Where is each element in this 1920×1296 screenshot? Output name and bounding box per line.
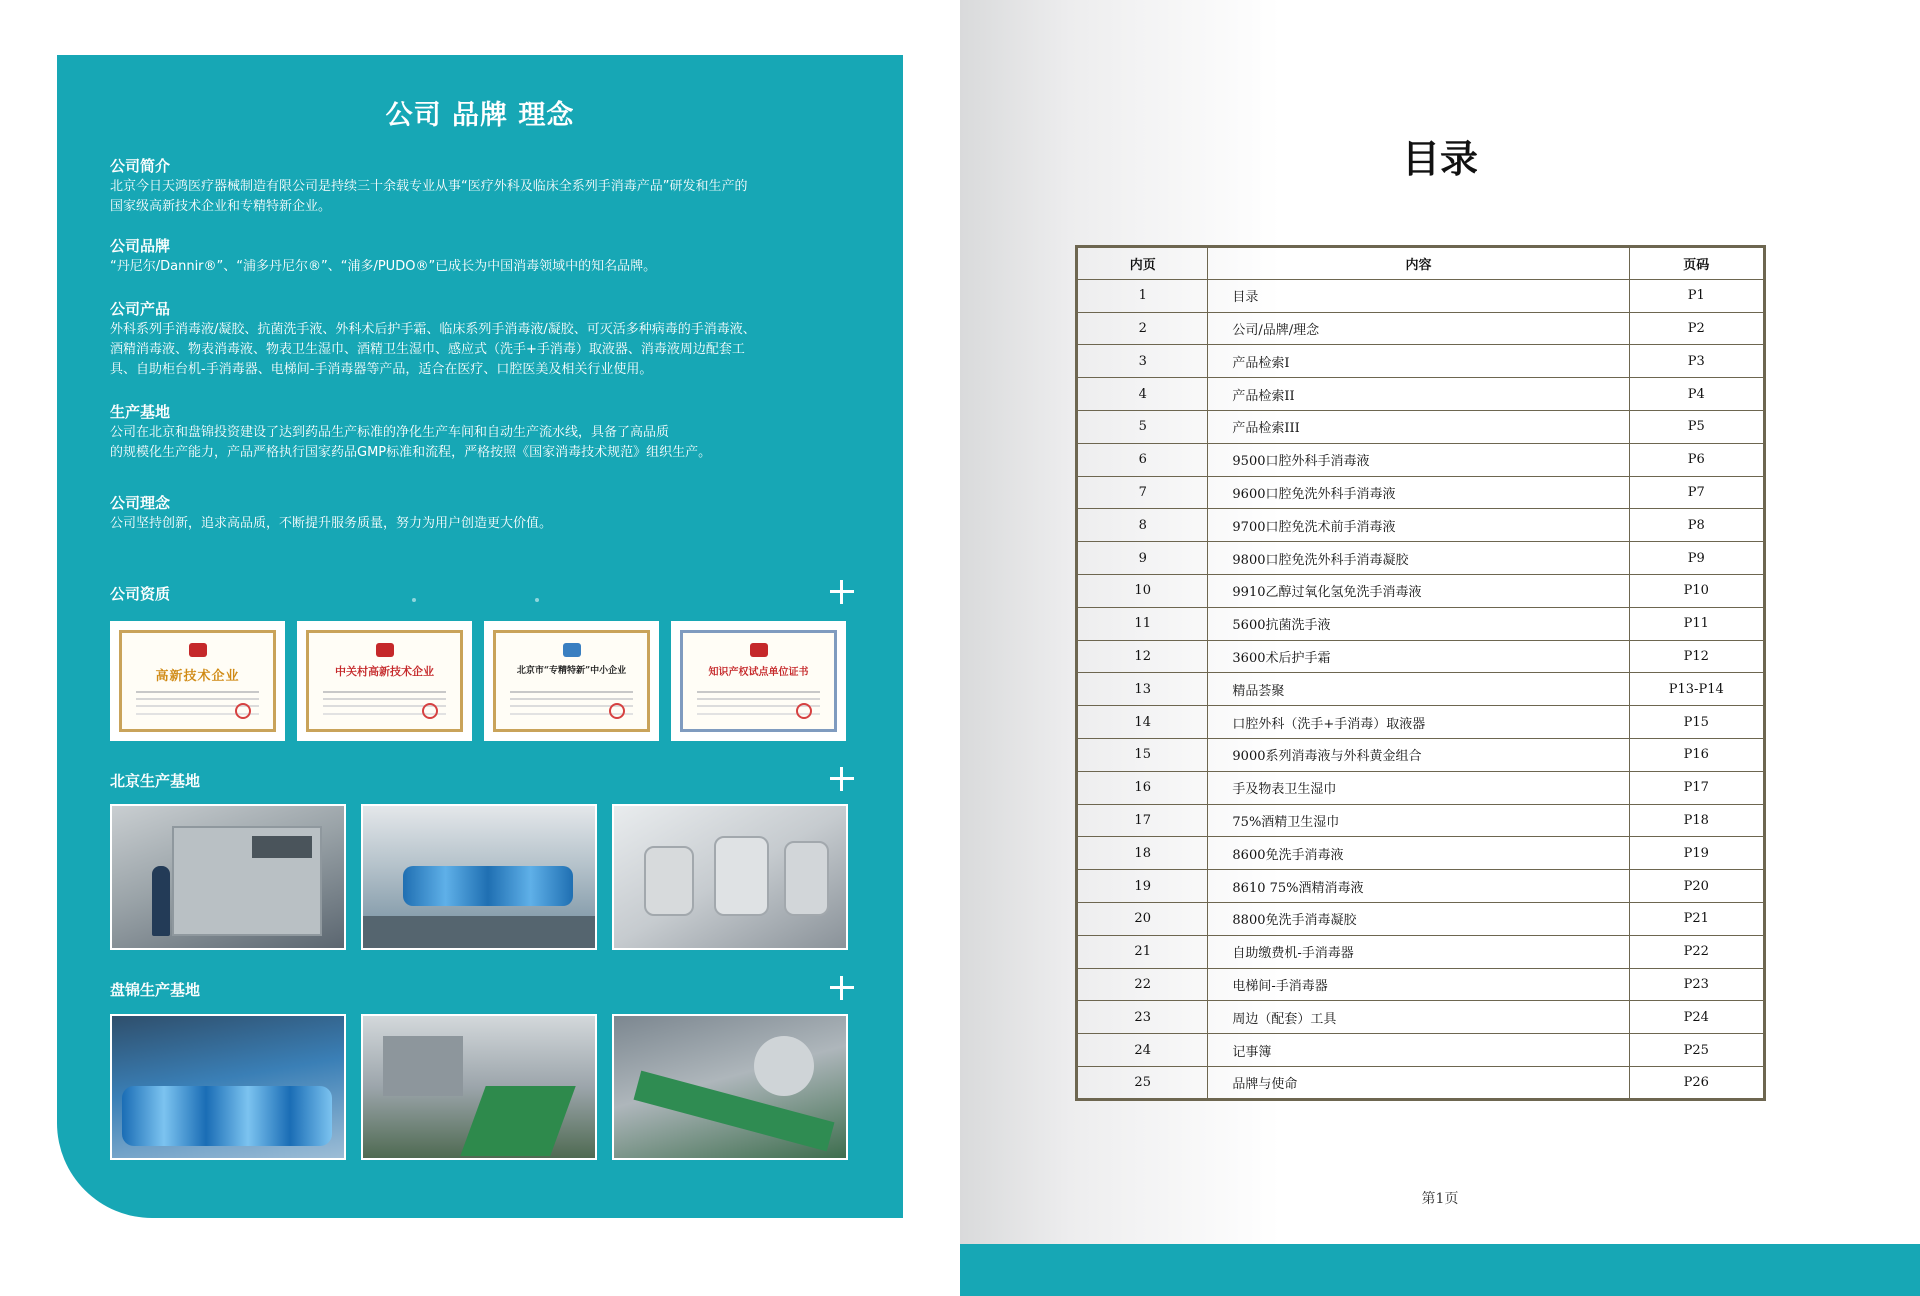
row-page: P16: [1629, 738, 1764, 771]
company-brand-panel: [57, 55, 903, 1218]
table-row: [1077, 574, 1765, 607]
row-number: 14: [1077, 706, 1208, 739]
row-content: 产品检索I: [1208, 345, 1629, 378]
section-heading: 公司产品: [110, 300, 171, 318]
row-page: P10: [1629, 574, 1764, 607]
table-row: [1077, 870, 1765, 903]
section-line: 北京今日天鸿医疗器械制造有限公司是持续三十余载专业从事“医疗外科及临床全系列手消毒产品”研发和生产的: [110, 179, 748, 194]
section-heading: 公司简介: [110, 157, 171, 175]
row-content: 3600术后护手霜: [1208, 640, 1629, 673]
row-number: 10: [1077, 574, 1208, 607]
row-number: 23: [1077, 1001, 1208, 1034]
row-number: 24: [1077, 1034, 1208, 1067]
badge-logo-icon: [563, 643, 581, 657]
row-page: P20: [1629, 870, 1764, 903]
table-row: [1077, 1034, 1765, 1067]
column-header: 内页: [1077, 247, 1208, 280]
table-row: [1077, 1066, 1765, 1099]
row-content: 手及物表卫生湿巾: [1208, 771, 1629, 804]
certificate-title: 中关村高新技术企业: [335, 665, 434, 678]
beijing-base-heading: 北京生产基地: [110, 772, 201, 790]
row-page: P15: [1629, 706, 1764, 739]
row-number: 11: [1077, 607, 1208, 640]
row-content: 9700口腔免洗术前手消毒液: [1208, 509, 1629, 542]
row-content: 9800口腔免洗外科手消毒凝胶: [1208, 542, 1629, 575]
table-row: [1077, 935, 1765, 968]
row-content: 75%酒精卫生湿巾: [1208, 804, 1629, 837]
row-number: 19: [1077, 870, 1208, 903]
table-row: [1077, 968, 1765, 1001]
table-row: [1077, 640, 1765, 673]
page-title: 公司 品牌 理念: [385, 100, 575, 131]
table-row: [1077, 738, 1765, 771]
beijing-production-photo: [612, 804, 848, 950]
table-header-row: [1077, 247, 1765, 280]
row-content: 8600免洗手消毒液: [1208, 837, 1629, 870]
section-line: 国家级高新技术企业和专精特新企业。: [110, 199, 332, 214]
row-number: 15: [1077, 738, 1208, 771]
row-number: 12: [1077, 640, 1208, 673]
beijing-production-photo: [361, 804, 597, 950]
row-page: P8: [1629, 509, 1764, 542]
panjin-base-heading: 盘锦生产基地: [110, 981, 201, 999]
row-content: 记事簿: [1208, 1034, 1629, 1067]
certificate-title: 北京市“专精特新”中小企业: [516, 666, 627, 676]
row-content: 口腔外科（洗手+手消毒）取液器: [1208, 706, 1629, 739]
row-page: P21: [1629, 902, 1764, 935]
row-number: 25: [1077, 1066, 1208, 1099]
row-content: 品牌与使命: [1208, 1066, 1629, 1099]
table-row: [1077, 902, 1765, 935]
row-number: 8: [1077, 509, 1208, 542]
row-page: P12: [1629, 640, 1764, 673]
row-page: P2: [1629, 312, 1764, 345]
seal-icon: [235, 703, 251, 719]
seal-icon: [609, 703, 625, 719]
column-header: 内容: [1208, 247, 1629, 280]
row-page: P25: [1629, 1034, 1764, 1067]
column-header: 页码: [1629, 247, 1764, 280]
row-page: P19: [1629, 837, 1764, 870]
flame-emblem-icon: [189, 643, 207, 657]
seal-icon: [796, 703, 812, 719]
section-heading: 公司品牌: [110, 237, 171, 255]
row-number: 4: [1077, 378, 1208, 411]
dot-decoration: [535, 598, 539, 602]
table-row: [1077, 410, 1765, 443]
row-content: 9000系列消毒液与外科黄金组合: [1208, 738, 1629, 771]
row-page: P13-P14: [1629, 673, 1764, 706]
row-content: 自助缴费机-手消毒器: [1208, 935, 1629, 968]
plus-icon[interactable]: [830, 580, 854, 604]
table-row: [1077, 771, 1765, 804]
certificate-title: 知识产权试点单位证书: [708, 667, 809, 678]
table-row: [1077, 279, 1765, 312]
row-number: 3: [1077, 345, 1208, 378]
row-page: P22: [1629, 935, 1764, 968]
row-number: 17: [1077, 804, 1208, 837]
row-content: 公司/品牌/理念: [1208, 312, 1629, 345]
certificate-image: [297, 621, 472, 741]
row-number: 9: [1077, 542, 1208, 575]
row-page: P4: [1629, 378, 1764, 411]
table-row: [1077, 345, 1765, 378]
certificate-image: [671, 621, 846, 741]
plus-icon[interactable]: [830, 976, 854, 1000]
row-page: P1: [1629, 279, 1764, 312]
bottom-band: [960, 1244, 1920, 1296]
dot-decoration: [412, 598, 416, 602]
beijing-production-photo: [110, 804, 346, 950]
section-line: 公司坚持创新，追求高品质，不断提升服务质量，努力为用户创造更大价值。: [110, 516, 553, 531]
row-page: P23: [1629, 968, 1764, 1001]
row-content: 产品检索III: [1208, 410, 1629, 443]
qualifications-heading: 公司资质: [110, 585, 171, 603]
row-page: P5: [1629, 410, 1764, 443]
row-number: 1: [1077, 279, 1208, 312]
table-row: [1077, 1001, 1765, 1034]
toc-table-body: [1077, 279, 1765, 1099]
plus-icon[interactable]: [830, 767, 854, 791]
row-number: 20: [1077, 902, 1208, 935]
section-line: 公司在北京和盘锦投资建设了达到药品生产标准的净化生产车间和自动生产流水线，具备了高品质: [110, 425, 670, 440]
row-number: 6: [1077, 443, 1208, 476]
row-content: 周边（配套）工具: [1208, 1001, 1629, 1034]
section-line: 具、自助柜台机-手消毒器、电梯间-手消毒器等产品，适合在医疗、口腔医美及相关行业使用。: [110, 362, 653, 377]
table-row: [1077, 509, 1765, 542]
table-row: [1077, 476, 1765, 509]
section-heading: 公司理念: [110, 494, 171, 512]
row-content: 目录: [1208, 279, 1629, 312]
panjin-production-photo: [361, 1014, 597, 1160]
section-line: 的规模化生产能力，产品严格执行国家药品GMP标准和流程，严格按照《国家消毒技术规范》组织生产。: [110, 445, 712, 460]
row-number: 22: [1077, 968, 1208, 1001]
row-content: 电梯间-手消毒器: [1208, 968, 1629, 1001]
row-page: P3: [1629, 345, 1764, 378]
section-production-base: [110, 401, 870, 463]
row-content: 9600口腔免洗外科手消毒液: [1208, 476, 1629, 509]
row-page: P18: [1629, 804, 1764, 837]
section-line: 外科系列手消毒液/凝胶、抗菌洗手液、外科术后护手霜、临床系列手消毒液/凝胶、可灭活多种病毒的手消毒液、: [110, 322, 756, 337]
certificate-image: [110, 621, 285, 741]
table-row: [1077, 607, 1765, 640]
panjin-production-photo: [612, 1014, 848, 1160]
table-row: [1077, 837, 1765, 870]
section-line: 酒精消毒液、物表消毒液、物表卫生湿巾、酒精卫生湿巾、感应式（洗手+手消毒）取液器、消毒液周边配套工: [110, 342, 745, 357]
row-content: 产品检索II: [1208, 378, 1629, 411]
row-page: P24: [1629, 1001, 1764, 1034]
section-company-products: [110, 298, 870, 380]
table-row: [1077, 673, 1765, 706]
row-page: P11: [1629, 607, 1764, 640]
row-page: P17: [1629, 771, 1764, 804]
ip-emblem-icon: [750, 643, 768, 657]
row-page: P26: [1629, 1066, 1764, 1099]
row-content: 8800免洗手消毒凝胶: [1208, 902, 1629, 935]
row-content: 9500口腔外科手消毒液: [1208, 443, 1629, 476]
row-number: 18: [1077, 837, 1208, 870]
seal-icon: [422, 703, 438, 719]
row-content: 9910乙醇过氧化氢免洗手消毒液: [1208, 574, 1629, 607]
row-number: 7: [1077, 476, 1208, 509]
table-row: [1077, 542, 1765, 575]
row-page: P6: [1629, 443, 1764, 476]
right-page: [960, 0, 1920, 1296]
table-row: [1077, 378, 1765, 411]
toc-table: [1075, 245, 1766, 1101]
table-row: [1077, 312, 1765, 345]
row-content: 8610 75%酒精消毒液: [1208, 870, 1629, 903]
table-row: [1077, 706, 1765, 739]
table-row: [1077, 443, 1765, 476]
row-content: 精品荟聚: [1208, 673, 1629, 706]
table-row: [1077, 804, 1765, 837]
row-number: 16: [1077, 771, 1208, 804]
certificate-image: [484, 621, 659, 741]
section-company-intro: [110, 155, 870, 217]
row-content: 5600抗菌洗手液: [1208, 607, 1629, 640]
section-line: “丹尼尔/Dannir®”、“浦多丹尼尔®”、“浦多/PUDO®”已成长为中国消毒领域中的知名品牌。: [110, 259, 657, 274]
row-number: 2: [1077, 312, 1208, 345]
panjin-production-photo: [110, 1014, 346, 1160]
section-company-brand: [110, 235, 870, 277]
toc-title: 目录: [1401, 137, 1478, 181]
row-number: 5: [1077, 410, 1208, 443]
row-page: P9: [1629, 542, 1764, 575]
certificate-title: 高新技术企业: [155, 669, 240, 684]
row-number: 21: [1077, 935, 1208, 968]
zgc-logo-icon: [376, 643, 394, 657]
section-company-philosophy: [110, 492, 870, 534]
page-number: 第1页: [1421, 1191, 1459, 1207]
row-number: 13: [1077, 673, 1208, 706]
row-page: P7: [1629, 476, 1764, 509]
section-heading: 生产基地: [110, 403, 171, 421]
